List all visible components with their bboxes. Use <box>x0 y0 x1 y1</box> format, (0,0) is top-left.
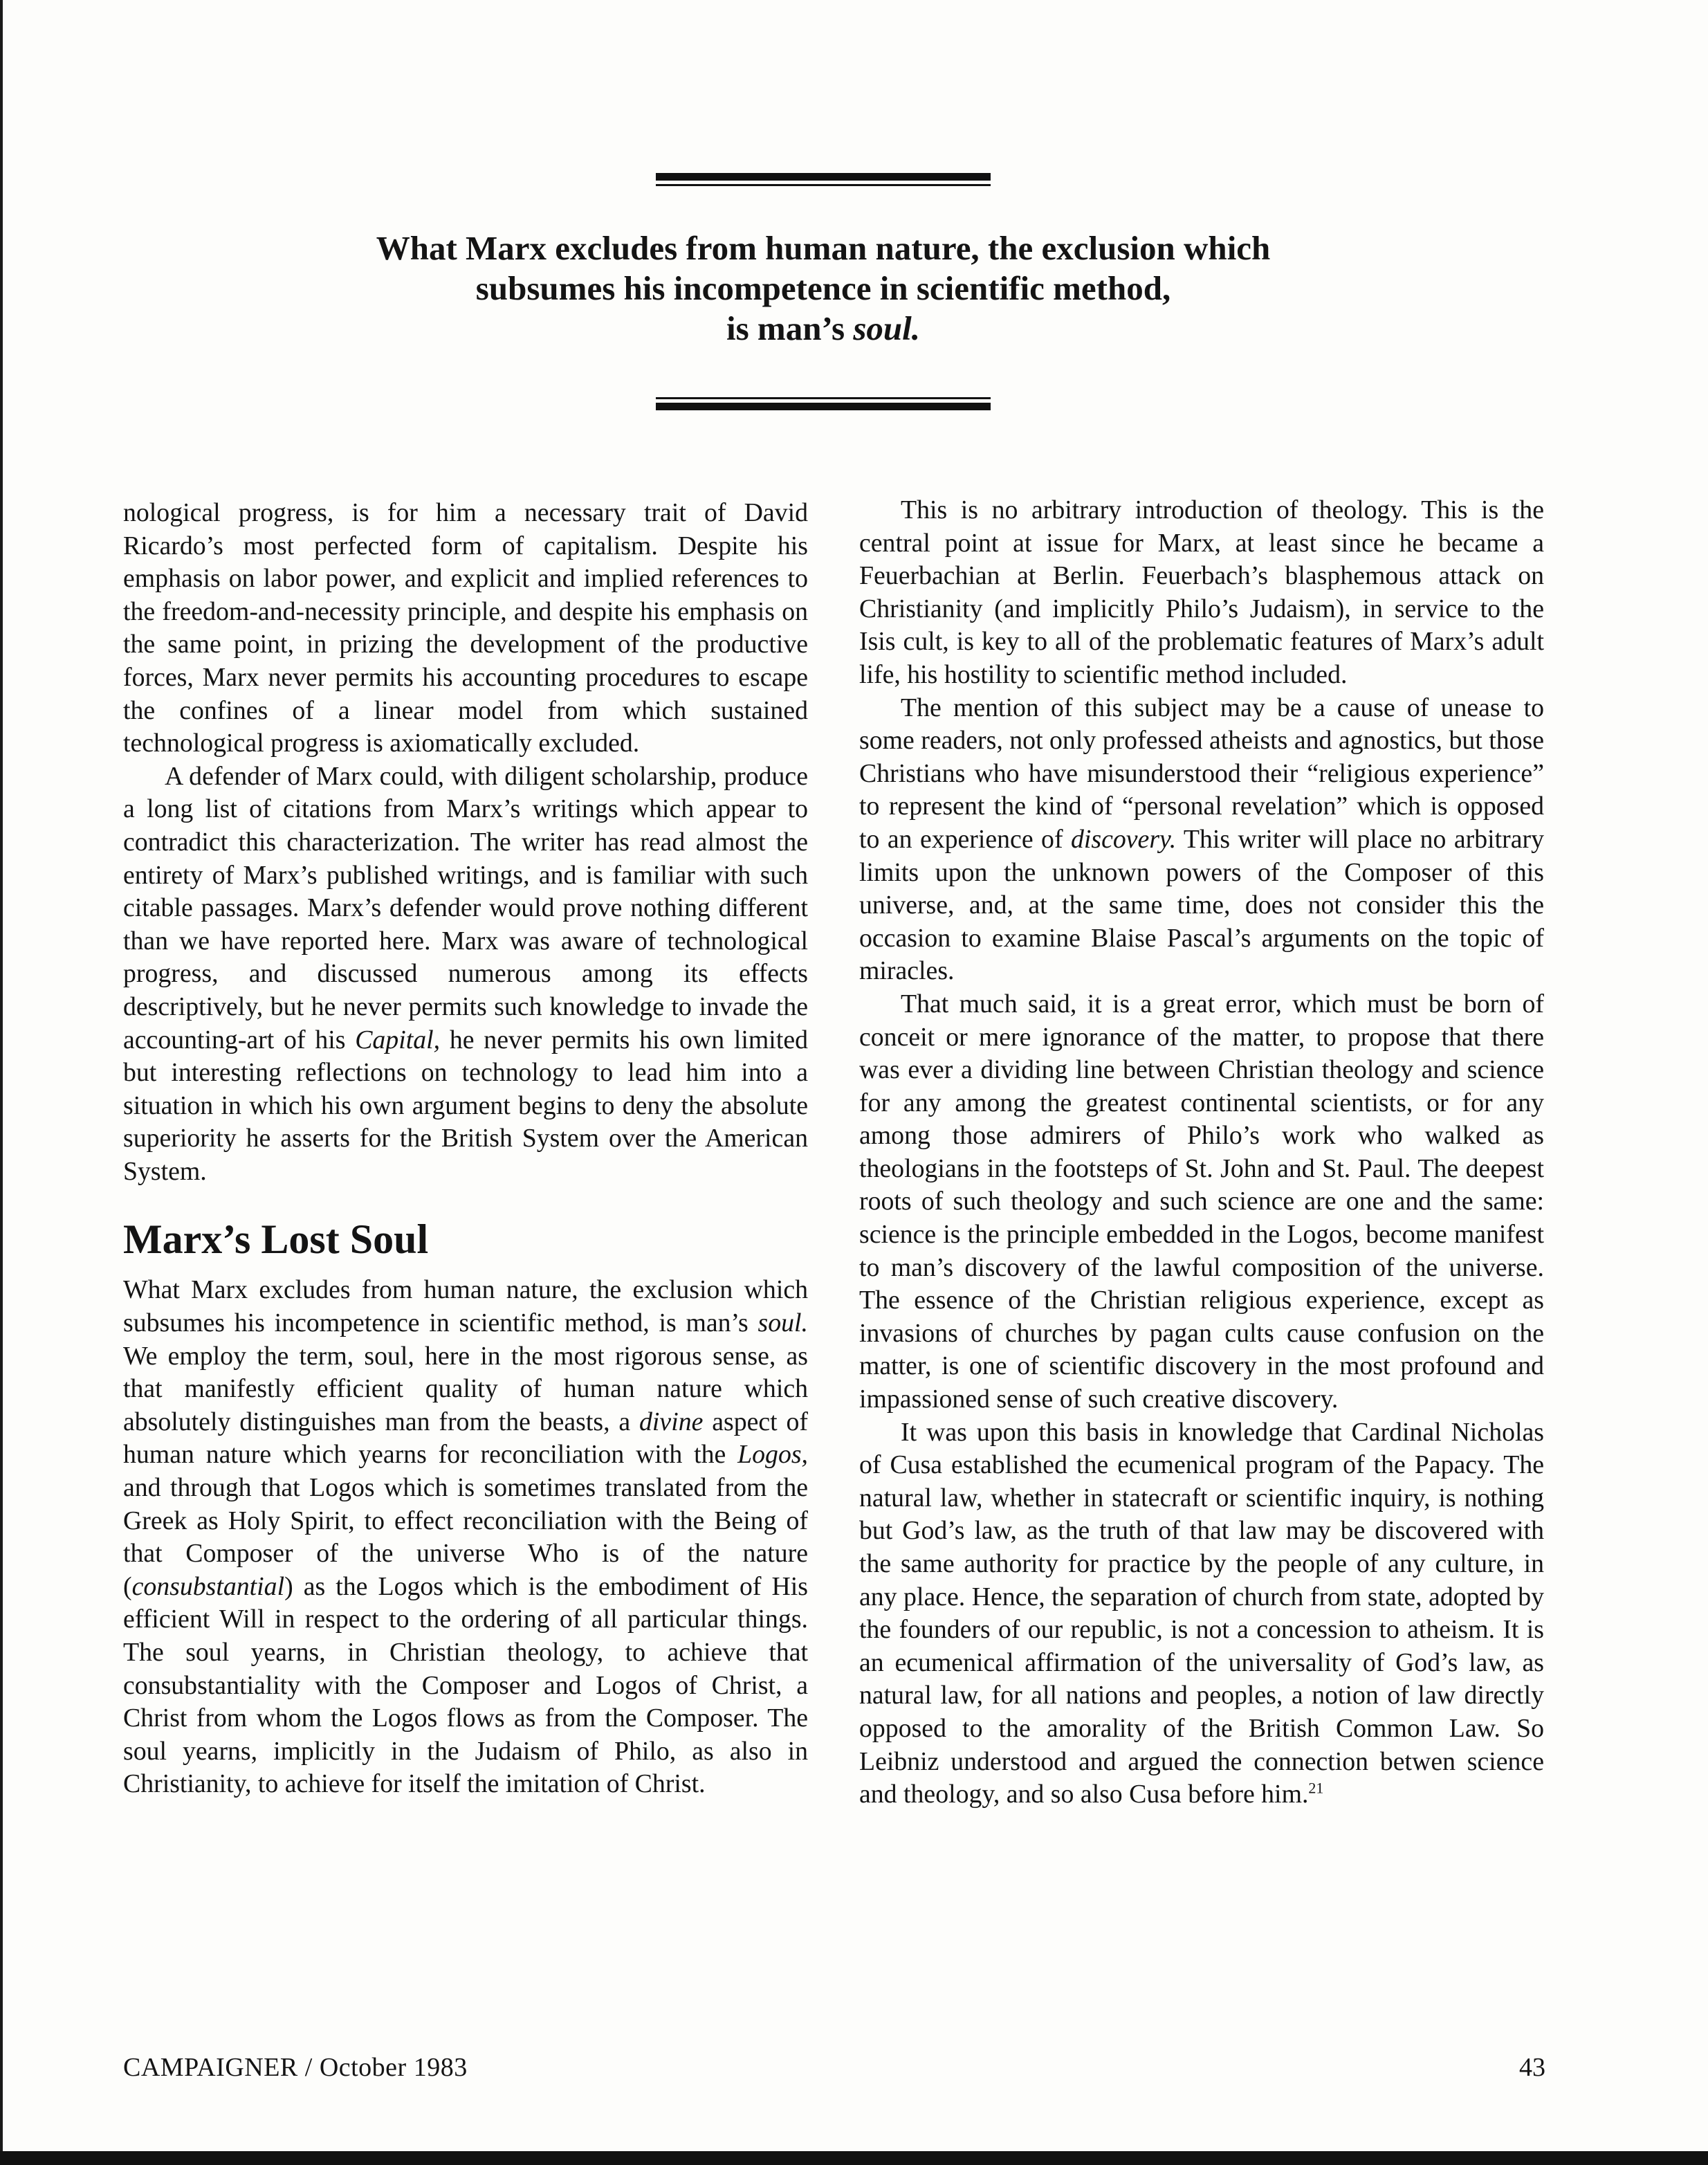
emphasis-text: divine <box>639 1407 704 1436</box>
paragraph <box>859 1416 1544 1811</box>
section-heading: Marx’s Lost Soul <box>123 1216 429 1263</box>
page-left-edge <box>0 0 3 2165</box>
paragraph <box>859 988 1544 1416</box>
page-number: 43 <box>1519 2053 1545 2082</box>
right-column <box>859 494 1544 1811</box>
page-bottom-edge <box>0 2151 1708 2165</box>
footer-journal: CAMPAIGNER / October 1983 <box>123 2053 468 2082</box>
paragraph <box>123 760 808 1189</box>
text-run: nological progress, is for him a necessary trait of David Ricardo’s most perfected form of capitalism. Despite his emphasis on labor power, and explicit and implied references to the freedom-and-necessity principle, and despite his emphasis on the same point, in prizing the development of the productive forces, Marx never permits his accounting procedures to escape the confines of a linear model from which sustained technological progress is axiomatically excluded. <box>123 498 808 758</box>
emphasis-text: Capital, <box>355 1025 441 1054</box>
emphasis-text: Logos, <box>737 1440 808 1470</box>
footnote-ref: 21 <box>1308 1779 1324 1797</box>
text-run: This is no arbitrary introduction of theology. This is the central point at issue for Marx, at least since he became a Feuerbachian at Berlin. Feuerbach’s blasphemous attack on Christianity (and implicitly Philo’s Judaism), in service to the Isis cult, is key to all of the problematic features of Marx’s adult life, his hostility to scientific method included. <box>859 495 1544 689</box>
pullquote-line-3-text: is man’s <box>726 309 854 347</box>
pullquote-line-1: What Marx excludes from human nature, the exclusion which <box>376 229 1271 267</box>
paragraph <box>123 1274 808 1801</box>
pullquote-bottom-rule <box>656 397 991 410</box>
emphasis-text: soul. <box>757 1308 808 1338</box>
left-column <box>123 497 808 1801</box>
text-run: This writer will place no arbitrary limits upon the unknown powers of the Composer of this universe, and, at the same time, does not consider this the occasion to examine Blaise Pascal’s arguments on the topic of miracles. <box>859 824 1544 986</box>
text-run: It was upon this basis in knowledge that Cardinal Nicholas of Cusa established the ecumenical program of the Papacy. The natural law, whether in statecraft or scientific inquiry, is nothing but God’s law, as the truth of that law may be discovered with the same authority for practice by the people of any culture, in any place. Hence, the separation of church from state, adopted by the founders of our republic, is not a concession to atheism. It is an ecumenical affirmation of the universality of God’s law, as natural law, for all nations and peoples, a notion of law directly opposed to the amorality of the British Common Law. So Leibniz understood and argued the connection betwen science and theology, and so also Cusa before him. <box>859 1417 1544 1809</box>
paragraph <box>859 692 1544 988</box>
pullquote <box>228 228 1418 349</box>
text-run: The mention of this subject may be a cause of unease to some readers, not only professed atheists and agnostics, but those Christians who have misunderstood their “religious experience” to represent the kind of “personal revelation” which is opposed to an experience of <box>859 693 1544 854</box>
text-run: What Marx excludes from human nature, the exclusion which subsumes his incompetence in scientific method, is man’s <box>123 1275 808 1338</box>
pullquote-emphasis: soul. <box>853 309 920 347</box>
text-run: That much said, it is a great error, which must be born of conceit or mere ignorance of the matter, to propose that there was ever a dividing line between Christian theology and science for any among the greatest continental scientists, or for any among those admirers of Philo’s work who walked as theologians in the footsteps of St. John and St. Paul. The deepest roots of such theology and such science are one and the same: science is the principle embedded in the Logos, become manifest to man’s discovery of the lawful composition of the universe. The essence of the Christian religious experience, except as invasions of churches by pagan cults cause confusion on the matter, is one of scientific discovery in the most profound and impassioned sense of such creative discovery. <box>859 989 1544 1414</box>
emphasis-text: discovery. <box>1070 824 1177 854</box>
paragraph <box>123 497 808 760</box>
text-run: aspect of human nature which yearns for reconciliation with the <box>123 1407 808 1470</box>
text-run: ) as the Logos which is the embodiment of His efficient Will in respect to the ordering of all particular things. The soul yearns, in Christian theology, to achieve that consubstantiality with the Composer and Logos of Christ, a Christ from whom the Logos flows as from the Composer. The soul yearns, implicitly in the Judaism of Philo, as also in Christianity, to achieve for itself the imitation of Christ. <box>123 1571 808 1799</box>
text-run: We employ the term, soul, here in the most rigorous sense, as that manifestly efficient quality of human nature which absolutely distinguishes man from the beasts, a <box>123 1341 808 1436</box>
pullquote-line-2: subsumes his incompetence in scientific method, <box>475 269 1171 307</box>
emphasis-text: consubstantial <box>131 1571 285 1601</box>
text-run: he never permits his own limited but interesting reflections on technology to lead him into a situation in which his own argument begins to deny the absolute superiority he asserts for the British System over the American System. <box>123 1025 808 1186</box>
text-run: and through that Logos which is sometimes translated from the Greek as Holy Spirit, to effect reconciliation with the Being of that Composer of the universe Who is of the nature ( <box>123 1473 808 1601</box>
text-run: A defender of Marx could, with diligent scholarship, produce a long list of citations from Marx’s writings which appear to contradict this characterization. The writer has read almost the entirety of Marx’s published writings, and is familiar with such citable passages. Marx’s defender would prove nothing different than we have reported here. Marx was aware of technological progress, and discussed numerous among its effects descriptively, but he never permits such knowledge to invade the accounting-art of his <box>123 761 808 1054</box>
pullquote-top-rule <box>656 173 991 186</box>
paragraph <box>859 494 1544 692</box>
pullquote-line-3 <box>228 309 1418 349</box>
